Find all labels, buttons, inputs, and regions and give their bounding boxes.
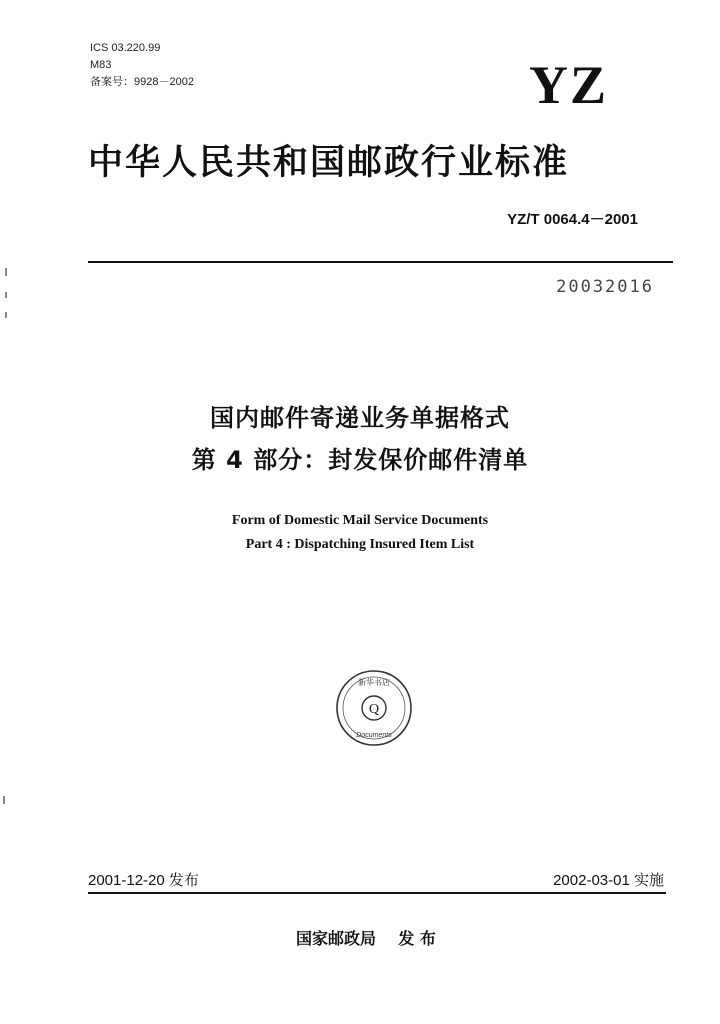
- archive-stamp: 20032016: [556, 277, 654, 297]
- document-title-cn-line2: 第 4 部分：封发保价邮件清单: [191, 446, 529, 474]
- document-title-en-line1: Form of Domestic Mail Service Documents: [231, 513, 489, 528]
- standard-title: 中华人民共和国邮政行业标准: [88, 143, 570, 183]
- implementation-date: 2002-03-01 实施: [553, 872, 664, 889]
- standard-code: YZ/T 0064.4－2001: [507, 211, 638, 228]
- seal-top-text: 新华书店: [358, 678, 390, 687]
- seal-letter: Q: [368, 702, 380, 717]
- top-rule: [88, 261, 673, 263]
- scan-mark: [5, 312, 7, 318]
- seal-bottom-text: Documents: [356, 732, 392, 739]
- publisher: 国家邮政局 发 布: [296, 929, 436, 948]
- yz-mark: YZ: [528, 55, 608, 115]
- issue-date: 2001-12-20 发布: [88, 872, 199, 889]
- scan-mark: [5, 292, 7, 298]
- standard-metadata: [90, 40, 194, 91]
- filing-number: 备案号：9928－2002: [90, 76, 194, 88]
- library-seal-icon: [334, 668, 414, 748]
- ics-code: ICS 03.220.99: [90, 42, 161, 54]
- document-title-cn-line1: 国内邮件寄递业务单据格式: [210, 404, 510, 432]
- scan-mark: [3, 796, 5, 804]
- document-title-en-line2: Part 4 : Dispatching Insured Item List: [245, 537, 475, 552]
- scan-mark: [5, 268, 7, 276]
- bottom-rule: [88, 892, 666, 894]
- category-code: M83: [90, 59, 112, 71]
